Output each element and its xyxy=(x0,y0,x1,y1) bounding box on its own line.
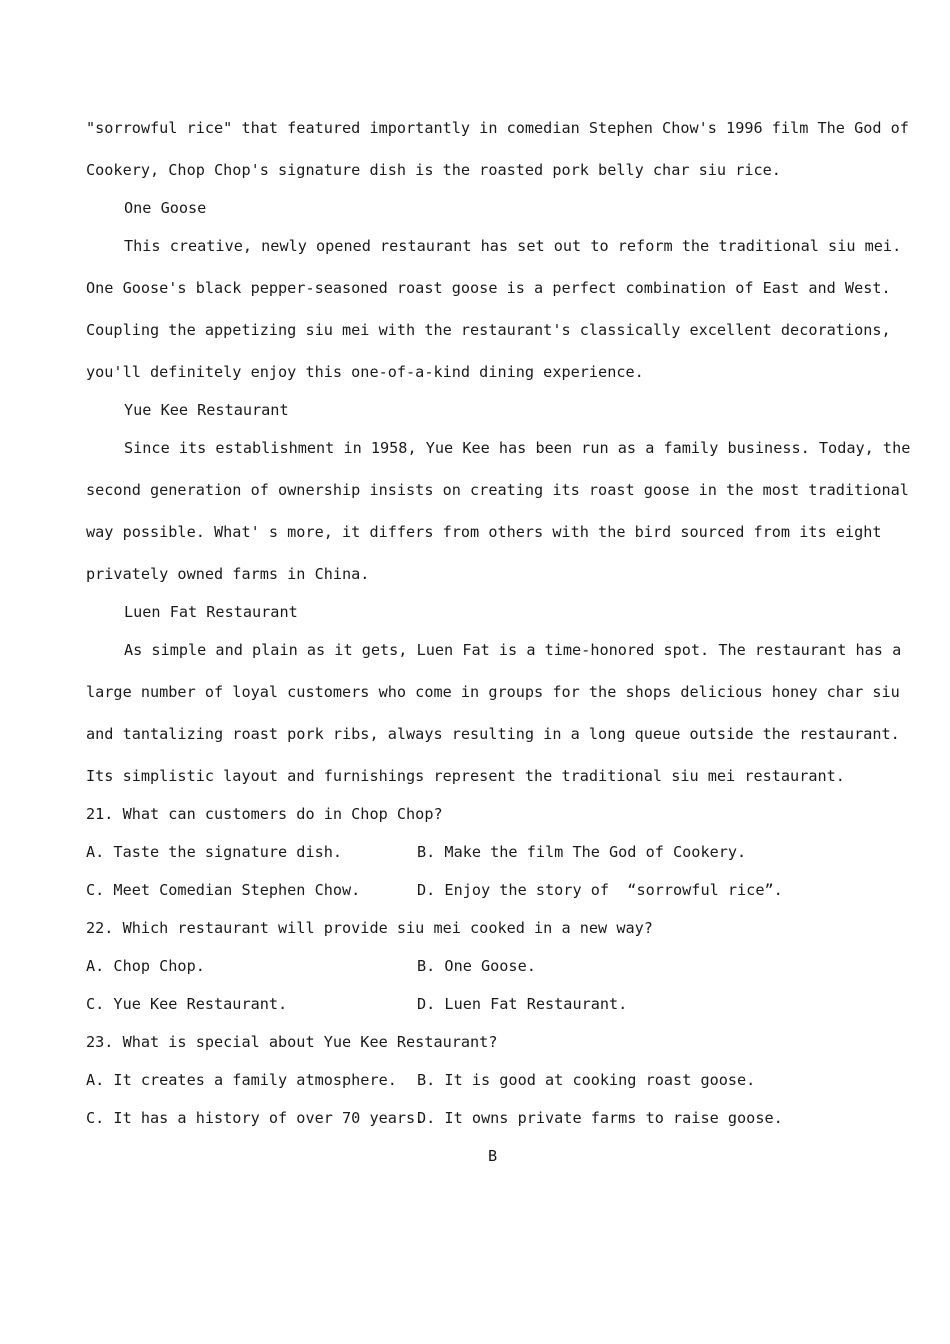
question-22-option-b: B. One Goose. xyxy=(417,957,536,975)
question-21-option-d: D. Enjoy the story of “sorrowful rice”. xyxy=(417,881,783,899)
yue-kee-line-2: second generation of ownership insists on creating its roast goose in the most traditional xyxy=(86,481,909,499)
one-goose-line-1: This creative, newly opened restaurant has set out to reform the traditional siu mei. xyxy=(124,237,902,255)
one-goose-line-4: you'll definitely enjoy this one-of-a-kind dining experience. xyxy=(86,363,644,381)
restaurant-heading-luen-fat: Luen Fat Restaurant xyxy=(124,603,298,621)
intro-line-1: "sorrowful rice" that featured importantly in comedian Stephen Chow's 1996 film The God of xyxy=(86,119,909,137)
question-21-option-c: C. Meet Comedian Stephen Chow. xyxy=(86,881,361,899)
one-goose-line-3: Coupling the appetizing siu mei with the restaurant's classically excellent decorations, xyxy=(86,321,891,339)
question-21-stem: 21. What can customers do in Chop Chop? xyxy=(86,805,443,823)
question-23-option-d: D. It owns private farms to raise goose. xyxy=(417,1109,783,1127)
yue-kee-line-1: Since its establishment in 1958, Yue Kee has been run as a family business. Today, the xyxy=(124,439,911,457)
question-23-stem: 23. What is special about Yue Kee Restaurant? xyxy=(86,1033,498,1051)
luen-fat-line-3: and tantalizing roast pork ribs, always resulting in a long queue outside the restaurant. xyxy=(86,725,900,743)
question-22-option-d: D. Luen Fat Restaurant. xyxy=(417,995,628,1013)
one-goose-line-2: One Goose's black pepper-seasoned roast goose is a perfect combination of East and West. xyxy=(86,279,891,297)
restaurant-heading-one-goose: One Goose xyxy=(124,199,207,217)
question-22-stem: 22. Which restaurant will provide siu mei cooked in a new way? xyxy=(86,919,653,937)
section-heading-b: B xyxy=(488,1147,498,1165)
question-22-option-c: C. Yue Kee Restaurant. xyxy=(86,995,288,1013)
yue-kee-line-3: way possible. What' s more, it differs from others with the bird sourced from its eight xyxy=(86,523,882,541)
question-23-option-c: C. It has a history of over 70 years. xyxy=(86,1109,425,1127)
intro-line-2: Cookery, Chop Chop's signature dish is the roasted pork belly char siu rice. xyxy=(86,161,781,179)
luen-fat-line-4: Its simplistic layout and furnishings represent the traditional siu mei restaurant. xyxy=(86,767,845,785)
question-23-option-a: A. It creates a family atmosphere. xyxy=(86,1071,397,1089)
question-23-option-b: B. It is good at cooking roast goose. xyxy=(417,1071,756,1089)
question-21-option-a: A. Taste the signature dish. xyxy=(86,843,343,861)
yue-kee-line-4: privately owned farms in China. xyxy=(86,565,370,583)
question-22-option-a: A. Chop Chop. xyxy=(86,957,205,975)
question-21-option-b: B. Make the film The God of Cookery. xyxy=(417,843,747,861)
luen-fat-line-1: As simple and plain as it gets, Luen Fat is a time-honored spot. The restaurant has a xyxy=(124,641,902,659)
restaurant-heading-yue-kee: Yue Kee Restaurant xyxy=(124,401,289,419)
luen-fat-line-2: large number of loyal customers who come in groups for the shops delicious honey char siu xyxy=(86,683,900,701)
